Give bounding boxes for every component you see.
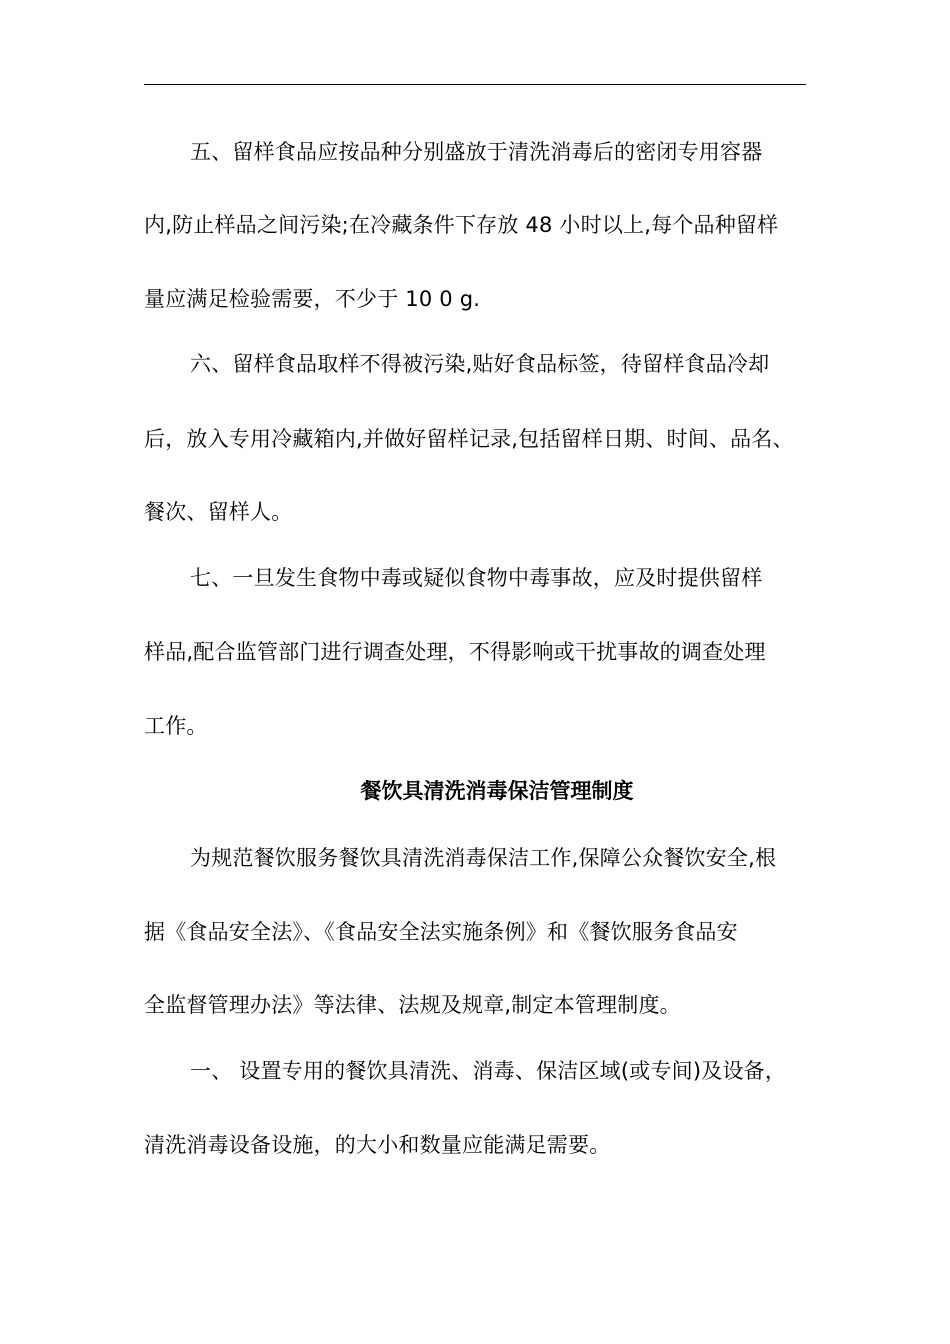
intro-line-1: 为规范餐饮服务餐饮具清洗消毒保洁工作,保障公众餐饮安全,根 — [190, 846, 777, 870]
header-rule — [144, 84, 806, 85]
intro-line-3: 全监督管理办法》等法律、法规及规章,制定本管理制度。 — [144, 993, 681, 1017]
paragraph-6-line-1: 六、留样食品取样不得被污染,贴好食品标签，待留样食品冷却 — [190, 352, 770, 376]
item-1-line-2: 清洗消毒设备设施，的大小和数量应能满足需要。 — [144, 1133, 611, 1157]
paragraph-6-line-2: 后，放入专用冷藏箱内,并做好留样记录,包括留样日期、时间、品名、 — [144, 427, 794, 451]
paragraph-5-line-1: 五、留样食品应按品种分别盛放于清洗消毒后的密闭专用容器 — [190, 140, 763, 164]
item-1-line-1: 一、 设置专用的餐饮具清洗、消毒、保洁区域(或专间)及设备， — [190, 1059, 787, 1083]
paragraph-7-line-1: 七、一旦发生食物中毒或疑似食物中毒事故，应及时提供留样 — [190, 566, 763, 590]
paragraph-7-line-2: 样品,配合监管部门进行调查处理，不得影响或干扰事故的调查处理 — [144, 640, 766, 664]
paragraph-6-line-3: 餐次、留样人。 — [144, 500, 293, 524]
paragraph-5-line-2: 内,防止样品之间污染;在冷藏条件下存放 48 小时以上,每个品种留样 — [144, 213, 779, 237]
section-title: 餐饮具清洗消毒保洁管理制度 — [360, 779, 634, 803]
intro-line-2: 据《食品安全法》、《食品安全法实施条例》和《餐饮服务食品安 — [144, 920, 738, 944]
paragraph-7-line-3: 工作。 — [144, 714, 208, 738]
paragraph-5-line-3: 量应满足检验需要，不少于 10 0 g. — [144, 287, 481, 311]
